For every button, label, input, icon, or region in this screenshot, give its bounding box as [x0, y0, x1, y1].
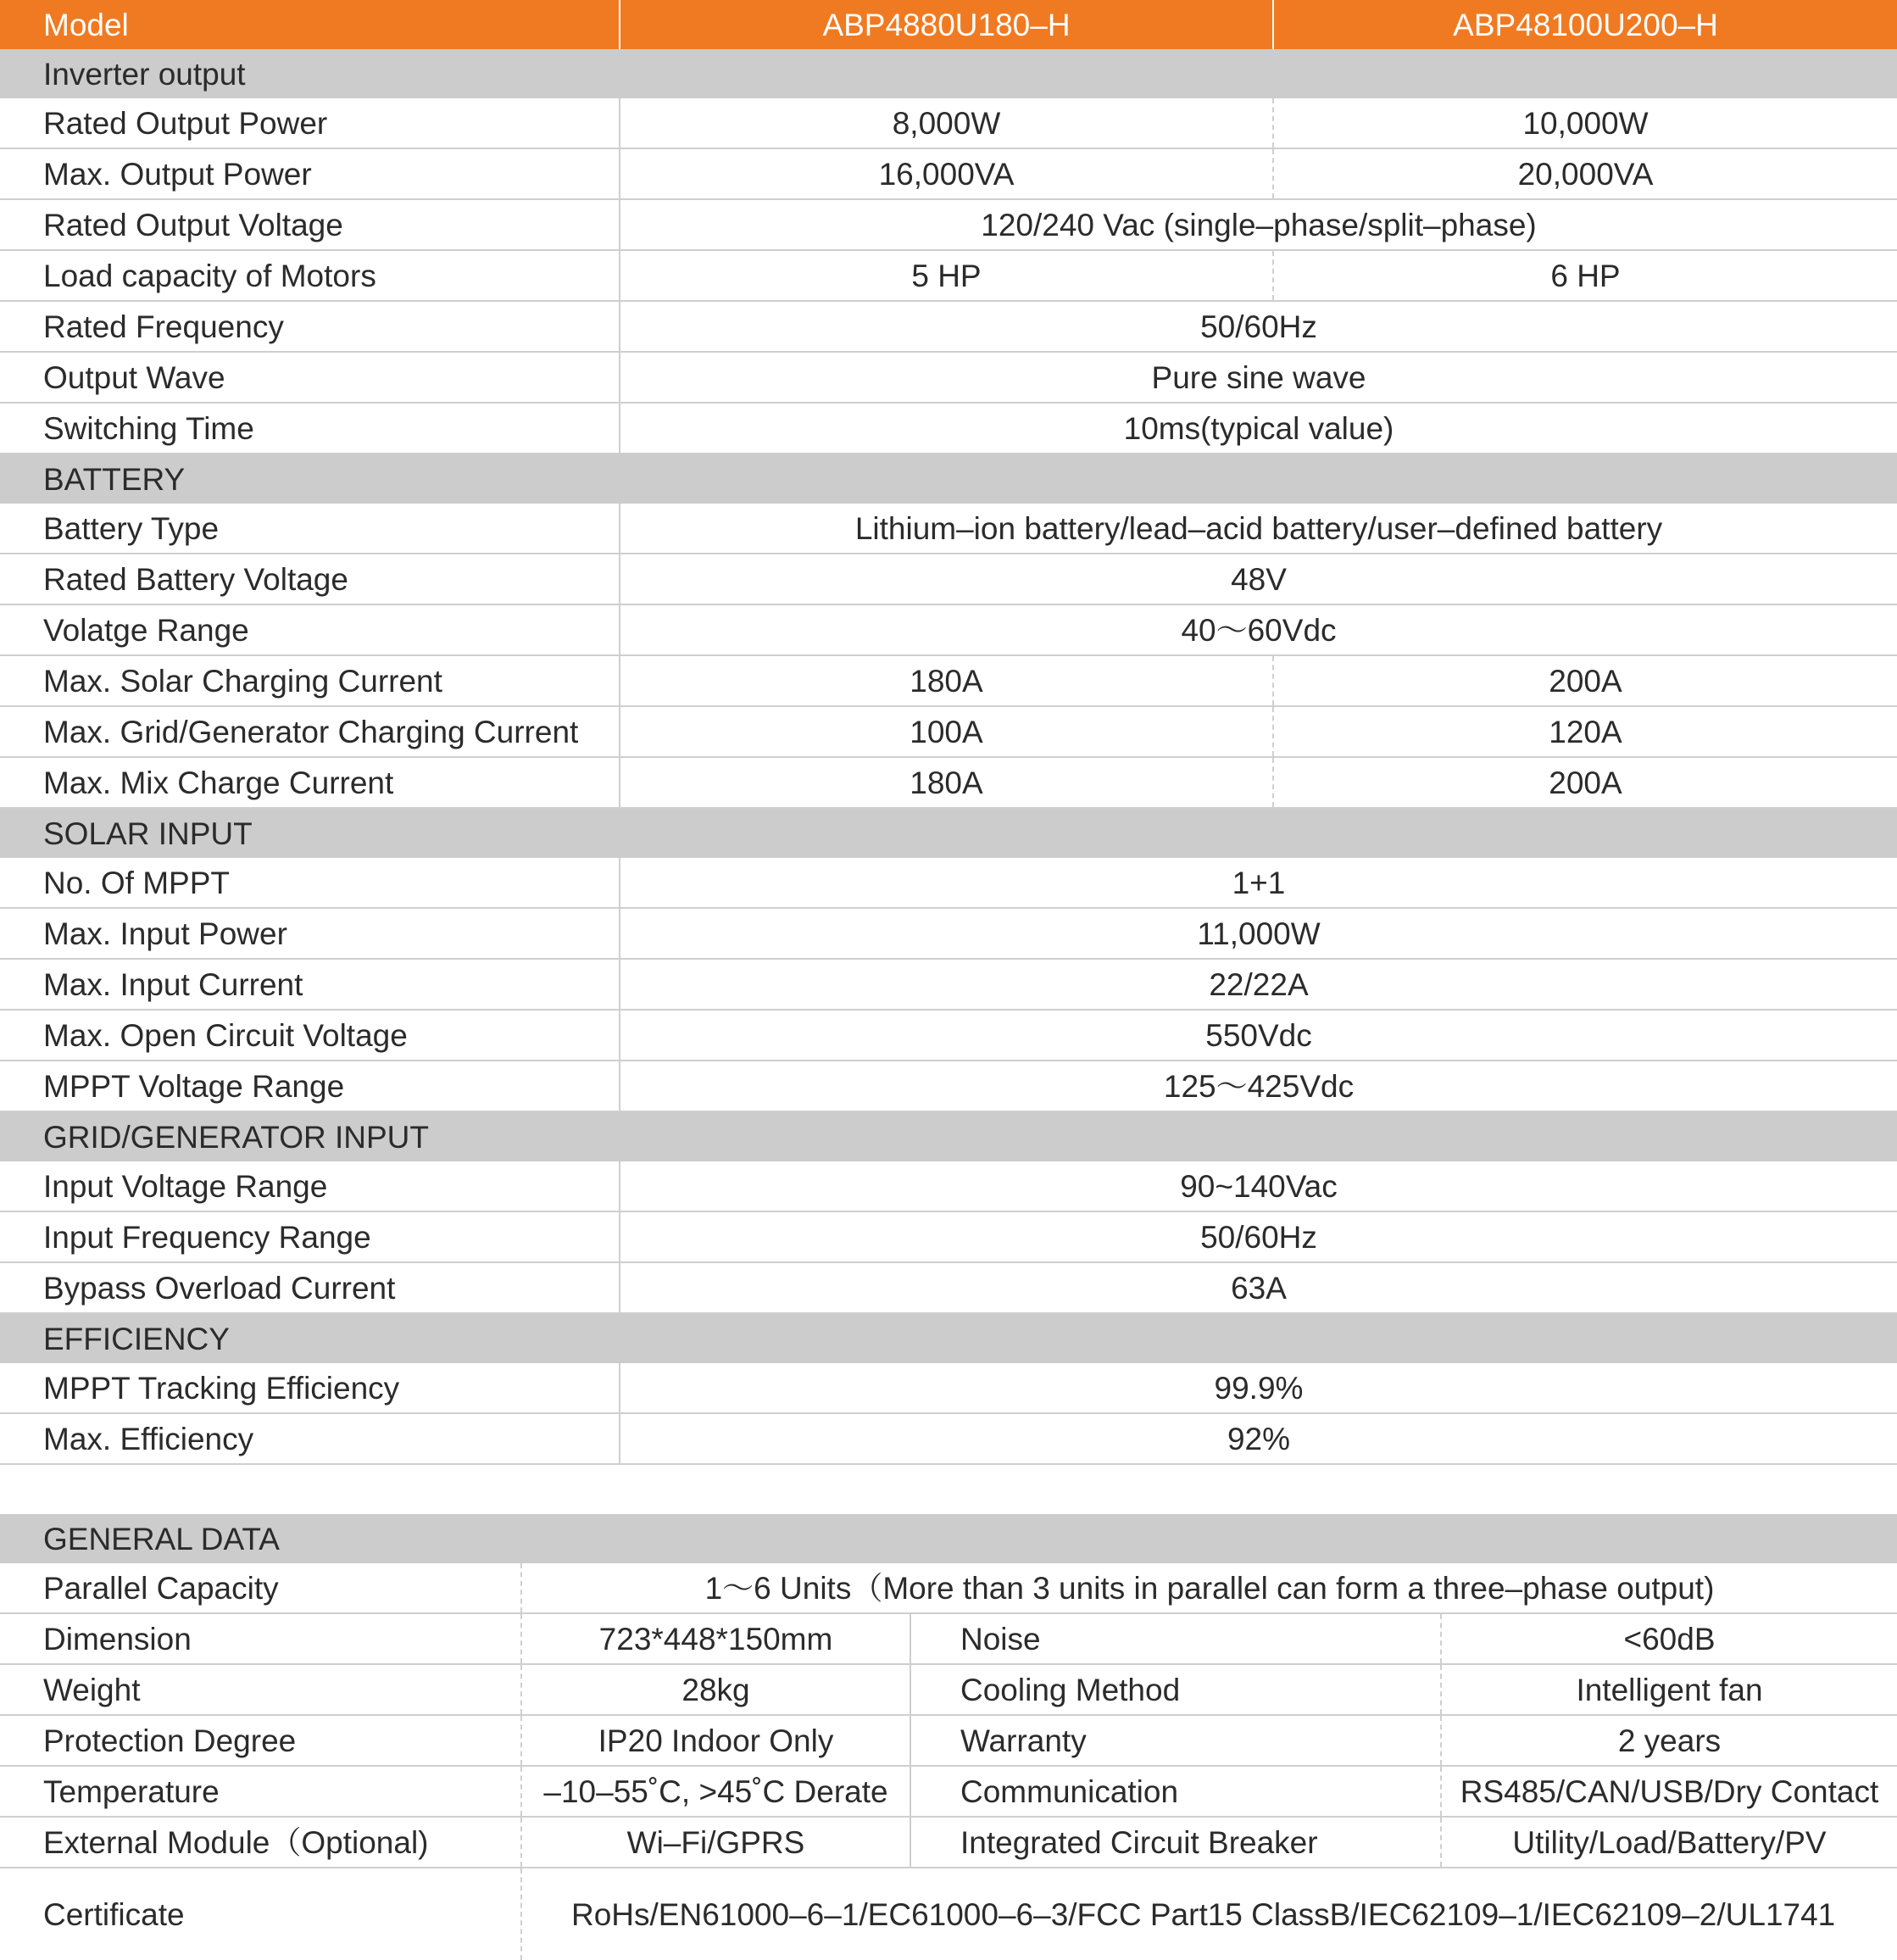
general-label: Integrated Circuit Breaker [910, 1817, 1441, 1868]
spec-value-model1: 180A [620, 655, 1273, 706]
general-label: Dimension [0, 1613, 521, 1664]
spec-value: 90~140Vac [620, 1161, 1897, 1211]
spec-value: 11,000W [620, 908, 1897, 959]
spec-value-model1: 8,000W [620, 98, 1273, 148]
spec-value: 48V [620, 554, 1897, 604]
section-title: BATTERY [0, 454, 1897, 504]
general-value: Utility/Load/Battery/PV [1441, 1817, 1897, 1868]
general-label: Weight [0, 1664, 521, 1715]
spec-row [0, 706, 1897, 757]
general-label: Temperature [0, 1766, 521, 1817]
spec-label: Rated Output Voltage [0, 199, 620, 250]
general-label: Warranty [910, 1715, 1441, 1766]
spec-row [0, 504, 1897, 554]
spec-row [0, 757, 1897, 808]
general-value: –10–55˚C, >45˚C Derate [521, 1766, 910, 1817]
spec-row [0, 98, 1897, 148]
spec-value: 92% [620, 1413, 1897, 1464]
general-row [0, 1664, 1897, 1715]
spec-value: 10ms(typical value) [620, 403, 1897, 454]
spec-row [0, 1262, 1897, 1313]
spec-label: Input Frequency Range [0, 1211, 620, 1262]
spec-row [0, 858, 1897, 908]
spec-value-model2: 200A [1273, 655, 1897, 706]
spec-label: Input Voltage Range [0, 1161, 620, 1211]
model-header-row [0, 0, 1897, 49]
spec-label: Output Wave [0, 352, 620, 403]
general-label: Cooling Method [910, 1664, 1441, 1715]
spec-value: 63A [620, 1262, 1897, 1313]
spec-value-model2: 120A [1273, 706, 1897, 757]
spec-value-model2: 10,000W [1273, 98, 1897, 148]
section-title: GENERAL DATA [0, 1514, 1897, 1563]
general-row [0, 1766, 1897, 1817]
spec-label: MPPT Tracking Efficiency [0, 1363, 620, 1413]
general-value: 2 years [1441, 1715, 1897, 1766]
model-col2: ABP48100U200–H [1273, 0, 1897, 49]
spec-value: 40～60Vdc [620, 604, 1897, 655]
general-value: 28kg [521, 1664, 910, 1715]
spec-label: Rated Output Power [0, 98, 620, 148]
section-row-general [0, 1514, 1897, 1563]
spec-value: 99.9% [620, 1363, 1897, 1413]
spec-value-model2: 20,000VA [1273, 148, 1897, 199]
general-value: Wi–Fi/GPRS [521, 1817, 910, 1868]
general-table-body [0, 1514, 1897, 1960]
spec-row [0, 1061, 1897, 1111]
spec-value: 125～425Vdc [620, 1061, 1897, 1111]
spec-label: Max. Output Power [0, 148, 620, 199]
spec-value: 22/22A [620, 959, 1897, 1010]
certificate-value: RoHs/EN61000–6–1/EC61000–6–3/FCC Part15 ClassB/IEC62109–1/IEC62109–2/UL1741 [521, 1868, 1897, 1960]
spec-row [0, 1211, 1897, 1262]
spec-row [0, 148, 1897, 199]
spec-row [0, 1363, 1897, 1413]
spec-value-model1: 16,000VA [620, 148, 1273, 199]
spec-label: Max. Open Circuit Voltage [0, 1010, 620, 1061]
spec-row [0, 1161, 1897, 1211]
spec-label: Max. Efficiency [0, 1413, 620, 1464]
spec-row [0, 1413, 1897, 1464]
spec-row [0, 403, 1897, 454]
spec-value: 1+1 [620, 858, 1897, 908]
general-value: RS485/CAN/USB/Dry Contact [1441, 1766, 1897, 1817]
spec-value-model1: 100A [620, 706, 1273, 757]
section-title: SOLAR INPUT [0, 808, 1897, 858]
model-label: Model [0, 0, 620, 49]
general-label: Noise [910, 1613, 1441, 1664]
section-title: GRID/GENERATOR INPUT [0, 1111, 1897, 1161]
general-row [0, 1715, 1897, 1766]
section-row-grid [0, 1111, 1897, 1161]
certificate-row [0, 1868, 1897, 1960]
spec-label: No. Of MPPT [0, 858, 620, 908]
general-label: Protection Degree [0, 1715, 521, 1766]
spec-label: Rated Battery Voltage [0, 554, 620, 604]
section-title: Inverter output [0, 49, 1897, 98]
spec-label: Bypass Overload Current [0, 1262, 620, 1313]
section-row-battery [0, 454, 1897, 504]
model-col1: ABP4880U180–H [620, 0, 1273, 49]
spec-label: Max. Mix Charge Current [0, 757, 620, 808]
section-row-solar [0, 808, 1897, 858]
general-table [0, 1514, 1897, 1960]
spec-value-model2: 200A [1273, 757, 1897, 808]
spec-row [0, 908, 1897, 959]
spec-label: Max. Solar Charging Current [0, 655, 620, 706]
general-value: 723*448*150mm [521, 1613, 910, 1664]
spec-row [0, 604, 1897, 655]
spec-row [0, 959, 1897, 1010]
spec-value: 550Vdc [620, 1010, 1897, 1061]
spec-label: Battery Type [0, 504, 620, 554]
spec-value-model1: 5 HP [620, 250, 1273, 301]
general-value: <60dB [1441, 1613, 1897, 1664]
spec-label: Max. Input Current [0, 959, 620, 1010]
general-value: IP20 Indoor Only [521, 1715, 910, 1766]
spec-label: Switching Time [0, 403, 620, 454]
spec-row [0, 554, 1897, 604]
spec-label: Max. Input Power [0, 908, 620, 959]
spec-row [0, 352, 1897, 403]
general-row [0, 1817, 1897, 1868]
general-value: Intelligent fan [1441, 1664, 1897, 1715]
general-row [0, 1613, 1897, 1664]
section-title: EFFICIENCY [0, 1313, 1897, 1363]
spec-value: Pure sine wave [620, 352, 1897, 403]
spec-value: 50/60Hz [620, 1211, 1897, 1262]
spec-row [0, 199, 1897, 250]
spec-value-model1: 180A [620, 757, 1273, 808]
general-label: External Module（Optional) [0, 1817, 521, 1868]
spec-value: 120/240 Vac (single–phase/split–phase) [620, 199, 1897, 250]
general-label: Communication [910, 1766, 1441, 1817]
spec-label: Parallel Capacity [0, 1563, 521, 1613]
certificate-label: Certificate [43, 1896, 185, 1932]
spec-value: 50/60Hz [620, 301, 1897, 352]
spec-label: Rated Frequency [0, 301, 620, 352]
spec-label: Volatge Range [0, 604, 620, 655]
spec-label: MPPT Voltage Range [0, 1061, 620, 1111]
spec-value: Lithium–ion battery/lead–acid battery/user–defined battery [620, 504, 1897, 554]
spec-row-parallel [0, 1563, 1897, 1613]
spec-value: 1～6 Units（More than 3 units in parallel can form a three–phase output) [521, 1563, 1897, 1613]
spec-label: Load capacity of Motors [0, 250, 620, 301]
section-row-inverter [0, 49, 1897, 98]
spec-row [0, 301, 1897, 352]
section-row-efficiency [0, 1313, 1897, 1363]
spec-row [0, 655, 1897, 706]
spec-row [0, 1010, 1897, 1061]
spec-label: Max. Grid/Generator Charging Current [0, 706, 620, 757]
spec-value-model2: 6 HP [1273, 250, 1897, 301]
spec-row [0, 250, 1897, 301]
